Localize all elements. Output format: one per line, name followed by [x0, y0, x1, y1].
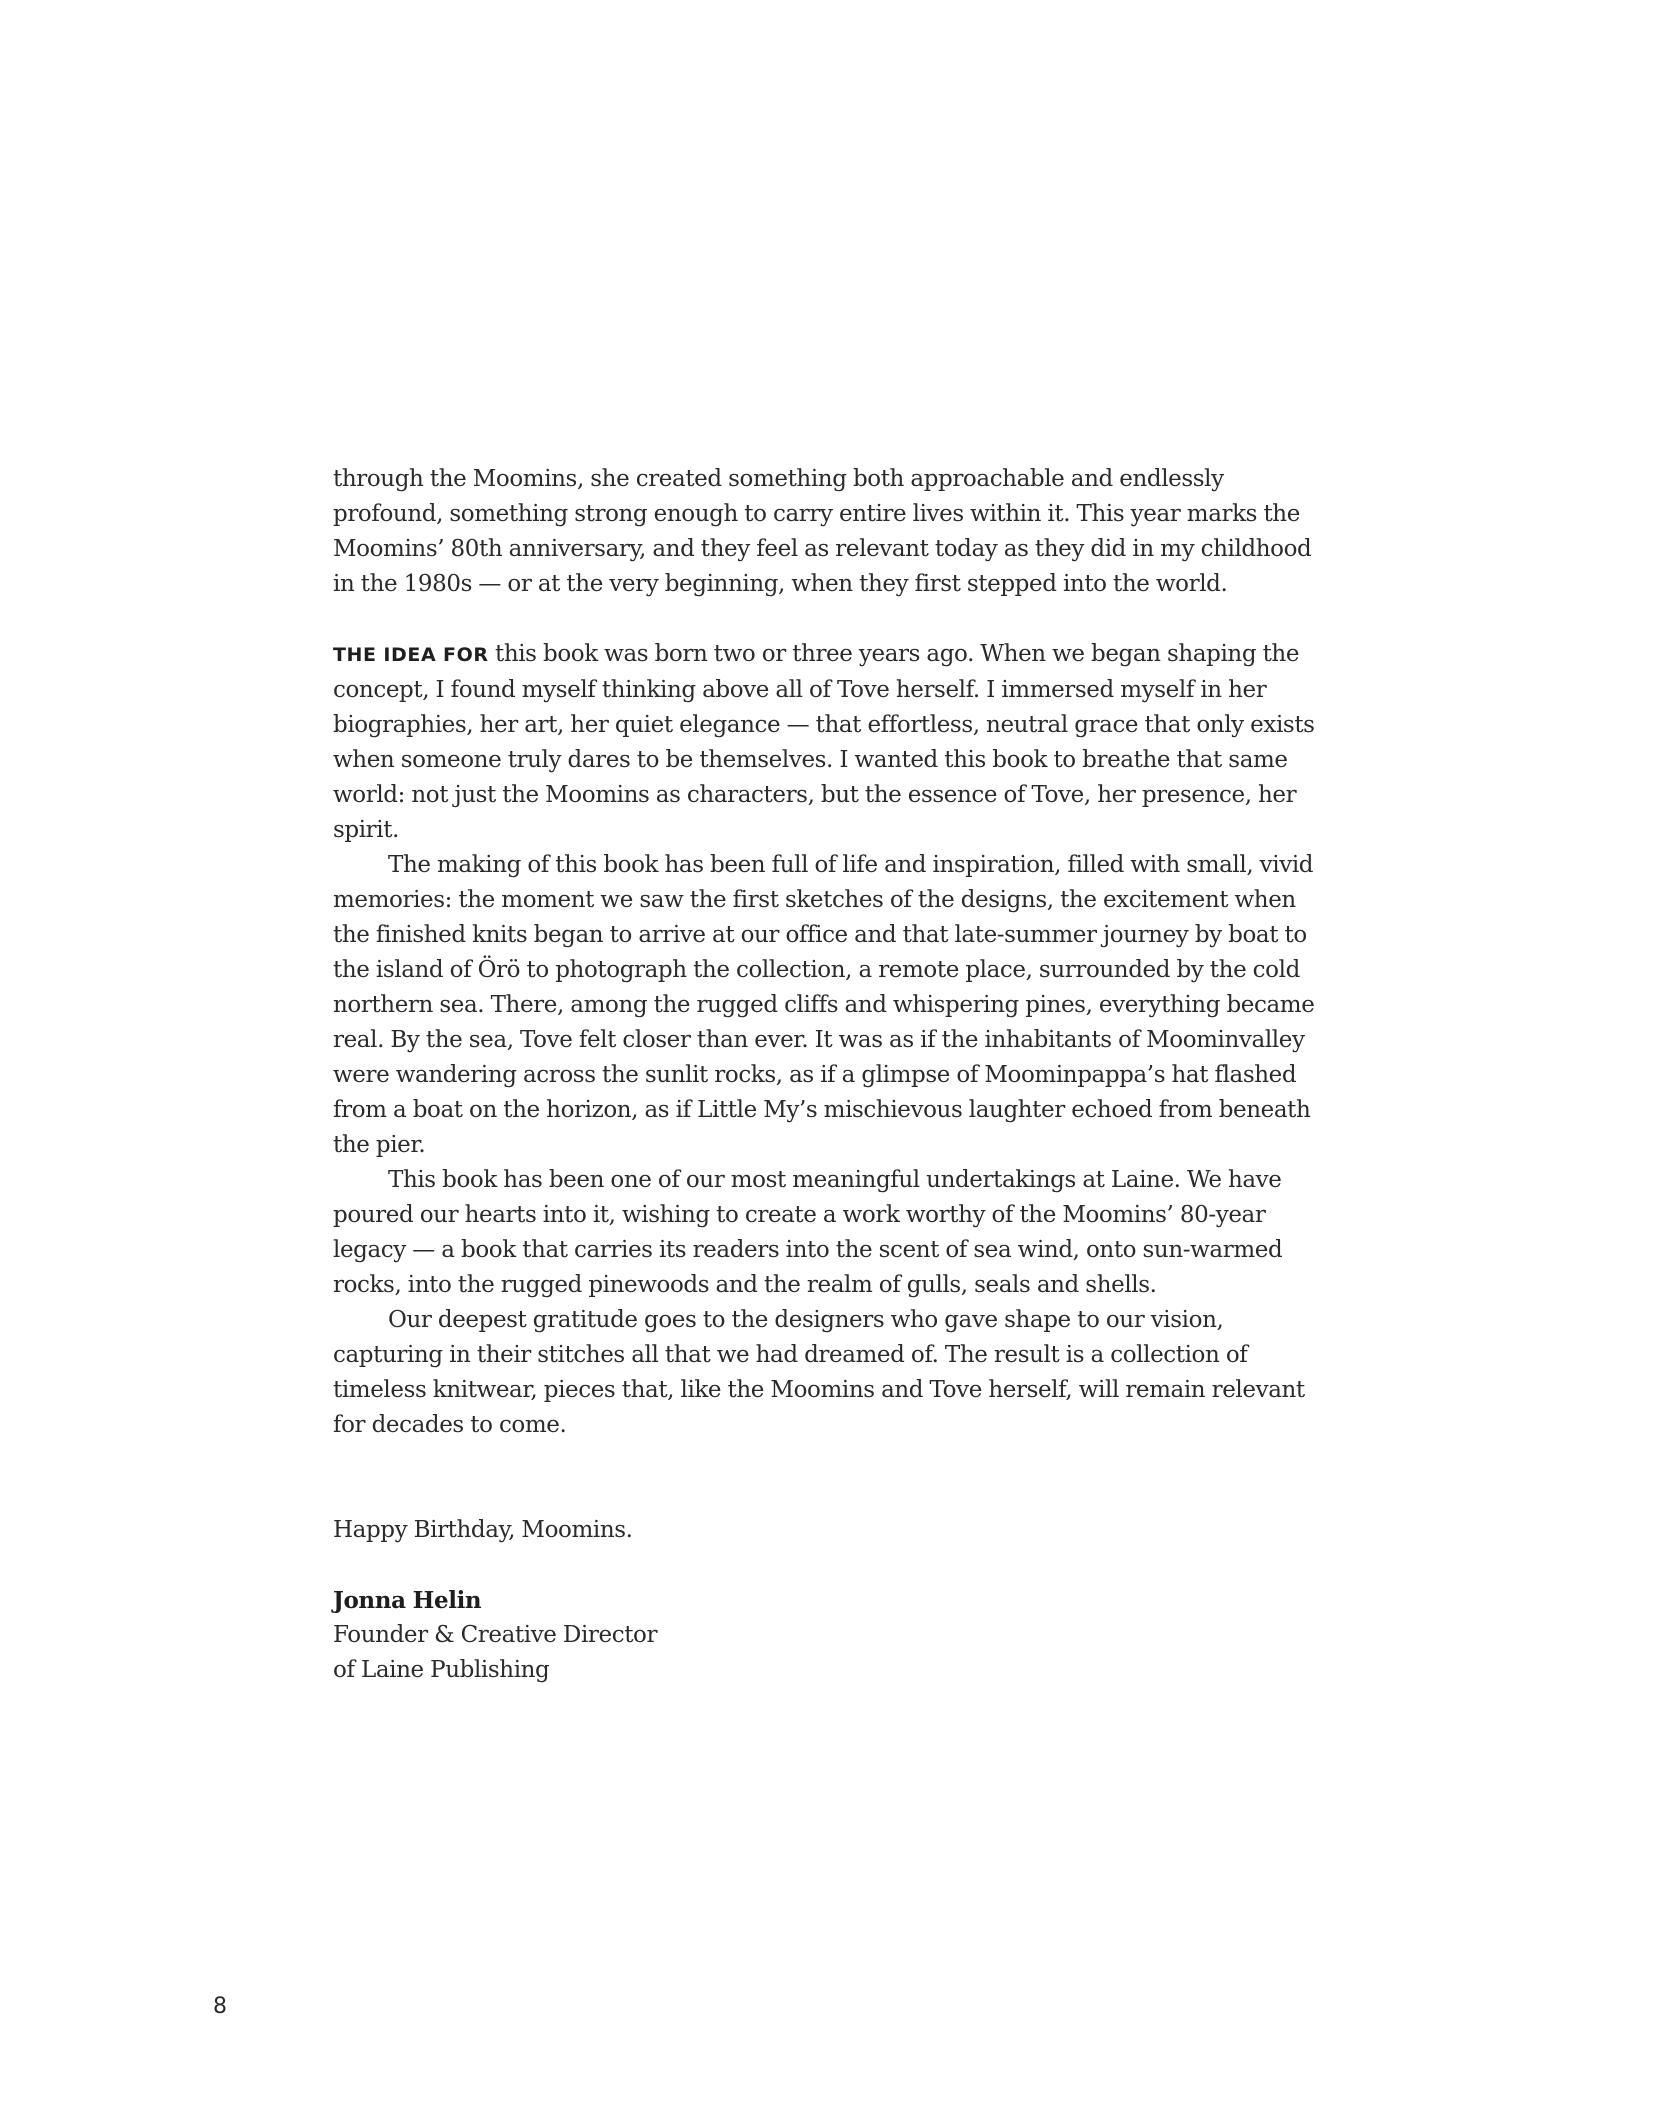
signature-name: Jonna Helin [333, 1587, 482, 1614]
paragraph-2-text: this book was born two or three years ago. When we began shaping the concept, I found myself thinking above all of Tove herself. I immersed myself in her biographies, her art, her quiet elegance — that effortless, neutral grace that only exists when someone truly dares to be themselves. I wanted this book to breathe that same world: not just the Moomins as characters, but the essence of Tove, her presence, her spirit. [333, 641, 1315, 843]
body-text [333, 462, 1333, 1688]
signature-block [333, 1583, 1333, 1688]
paragraph-1: through the Moomins, she created something both approachable and endlessly profound, something strong enough to carry entire lives within it. This year marks the Moomins’ 80th anniversary, and they feel as relevant today as they did in my childhood in the 1980s — or at the very beginning, when they first stepped into the world. [333, 466, 1312, 597]
closing-line: Happy Birthday, Moomins. [333, 1517, 633, 1543]
lead-in-caps: THE IDEA FOR [333, 644, 489, 666]
paragraph-5: Our deepest gratitude goes to the designers who gave shape to our vision, capturing in their stitches all that we had dreamed of. The result is a collection of timeless knitwear, pieces that, like the Moomins and Tove herself, will remain relevant for decades to come. [333, 1307, 1305, 1438]
page-number: 8 [213, 1994, 227, 2019]
paragraph-2 [333, 637, 1333, 848]
signature-title-line-2: of Laine Publishing [333, 1657, 550, 1683]
paragraph-4: This book has been one of our most meaningful undertakings at Laine. We have poured our hearts into it, wishing to create a work worthy of the Moomins’ 80-year legacy — a book that carries its readers into the scent of sea wind, onto sun-warmed rocks, into the rugged pinewoods and the realm of gulls, seals and shells. [333, 1167, 1283, 1298]
signature-title-line-1: Founder & Creative Director [333, 1622, 658, 1648]
paragraph-3: The making of this book has been full of life and inspiration, filled with small, vivid memories: the moment we saw the first sketches of the designs, the excitement when the finished knits began to arrive at our office and that late-summer journey by boat to the island of Örö to photograph the collection, a remote place, surrounded by the cold northern sea. There, among the rugged cliffs and whispering pines, everything became real. By the sea, Tove felt closer than ever. It was as if the inhabitants of Moominvalley were wandering across the sunlit rocks, as if a glimpse of Moominpappa’s hat flashed from a boat on the horizon, as if Little My’s mischievous laughter echoed from beneath the pier. [333, 852, 1315, 1158]
